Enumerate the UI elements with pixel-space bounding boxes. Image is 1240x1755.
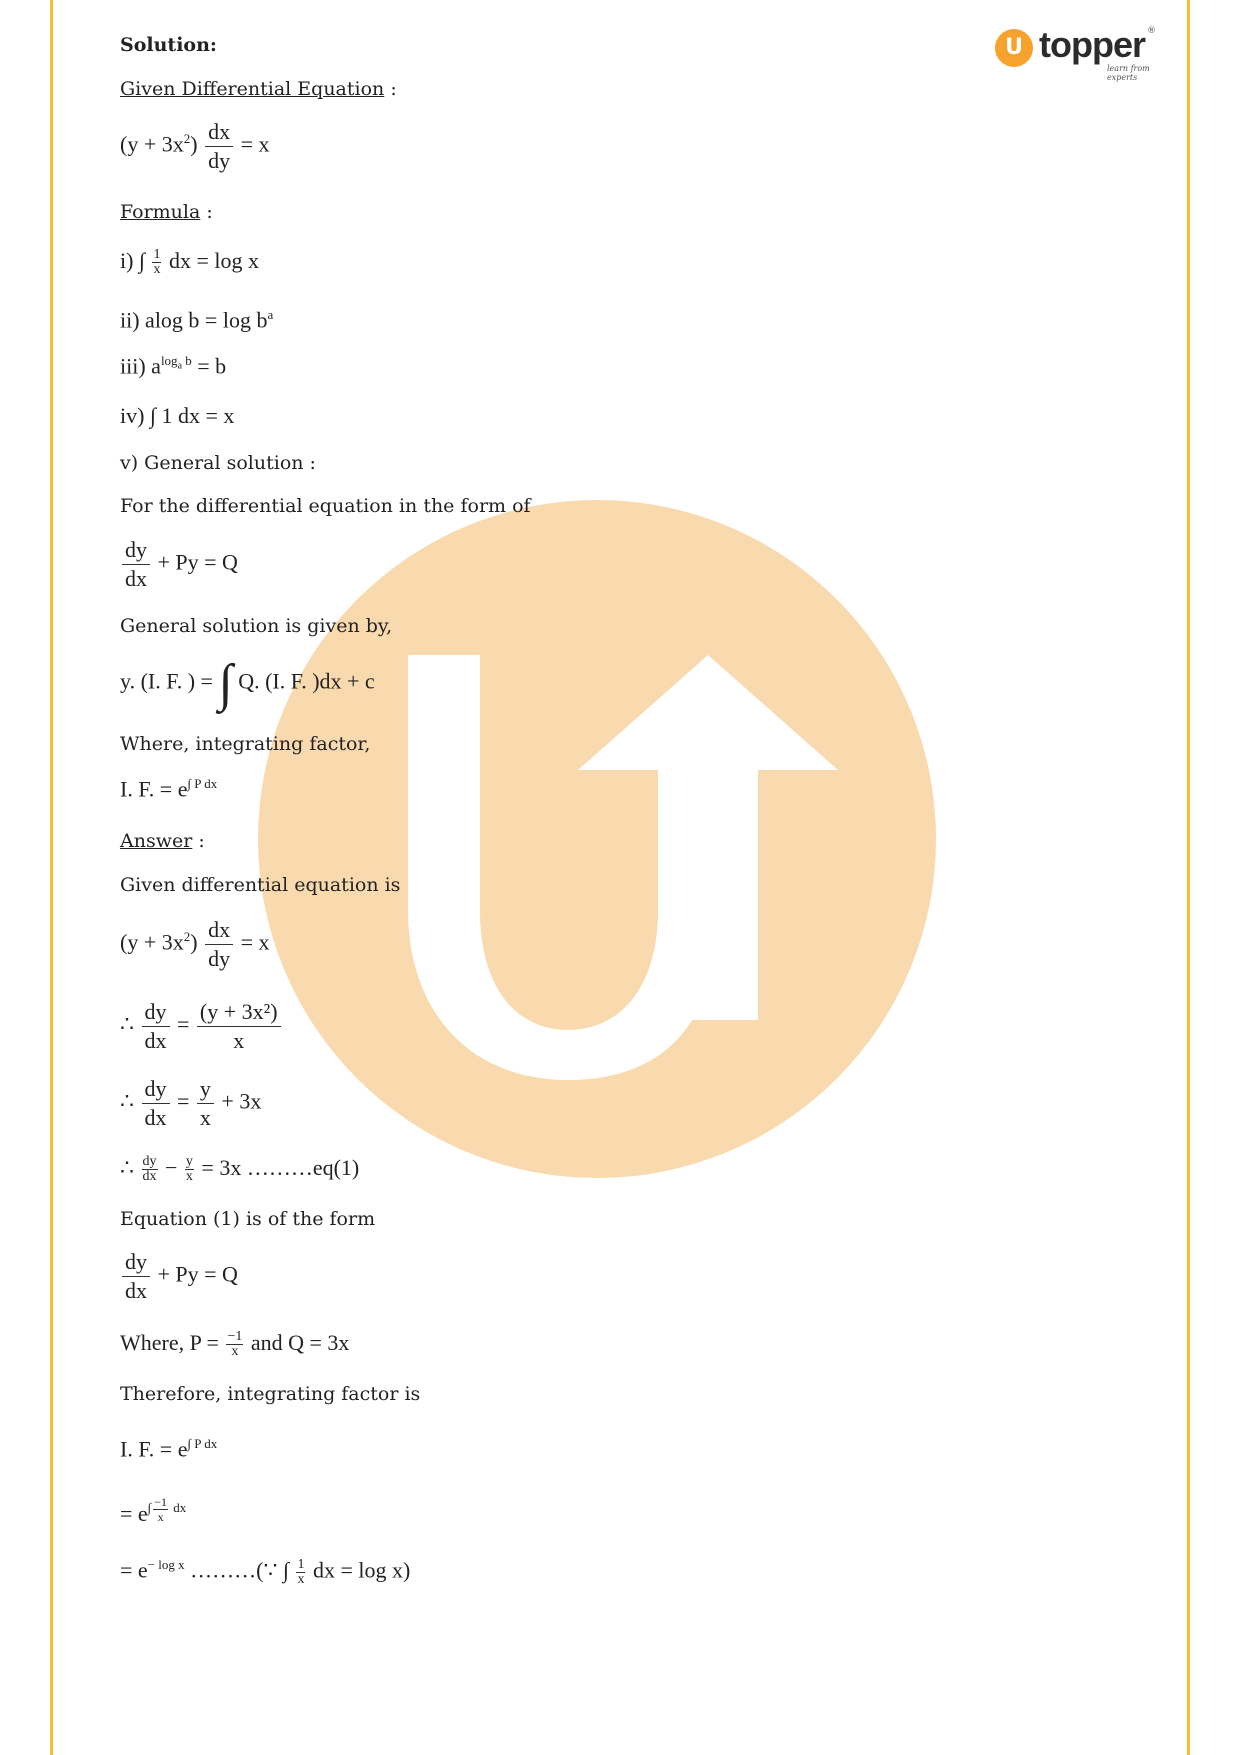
a3-therefore: ∴ [120,1088,134,1114]
formula-3 [120,353,226,379]
eq-close: ) [190,131,198,157]
general-solution [120,654,375,713]
f3-sup: log [160,353,178,368]
a1-fraction [205,916,233,973]
lf-fraction [122,536,150,593]
a3-num2: y [197,1075,214,1104]
left-border [50,0,53,1755]
a1-exp: 2 [183,929,191,945]
given-colon: : [390,78,397,100]
logo-wordmark: topper [1039,24,1145,65]
a1-lhs: (y + 3x [120,929,184,955]
gs-lhs: y. (I. F. ) = [120,668,213,694]
right-border [1187,0,1190,1755]
solution-heading: Solution: [120,34,217,56]
a2-fraction-1 [142,998,170,1055]
if-step-2 [120,1495,186,1527]
watermark-logo-icon [258,500,936,1178]
a3-num1: dy [142,1075,170,1104]
if-step-1 [120,1436,217,1462]
a4-den1: dx [142,1169,157,1185]
if4-rest: dx = log x) [312,1557,411,1583]
a4-num1: dy [142,1154,157,1170]
linear-form [120,536,238,593]
eq-rhs: = x [240,131,270,157]
gs-rhs: Q. (I. F. )dx + c [238,668,375,694]
linear-form-2 [120,1248,238,1305]
formula-1 [120,248,259,277]
a3-den1: dx [144,1105,167,1130]
if2-lhs: I. F. = e [120,1436,188,1462]
a1-close: ) [190,929,198,955]
if3-pre: = e [120,1500,148,1526]
pq-den: x [231,1344,239,1360]
a4-therefore: ∴ [120,1155,134,1180]
gs-integral: ∫ [218,655,233,712]
a4-fraction-2 [185,1155,194,1184]
if4-dots: ………(∵ ∫ [184,1557,289,1583]
answer-eq-2 [120,998,283,1055]
brand-logo [995,24,1165,82]
formula-2 [120,307,273,333]
formula-5: v) General solution : [120,452,316,474]
formula-colon: : [206,201,213,223]
answer-eq-1 [120,916,269,973]
f1-fraction [152,248,161,277]
therefore-if: Therefore, integrating factor is [120,1383,421,1405]
eq-exp: 2 [183,131,191,147]
logo-registered-mark: ® [1147,26,1156,36]
logo-badge-icon: U [995,29,1033,67]
a2-num2: (y + 3x²) [197,998,281,1027]
eq-num: dx [205,118,233,147]
if-step-3 [120,1557,410,1587]
general-given: General solution is given by, [120,615,393,637]
given-equation [120,118,269,175]
if-lhs: I. F. = e [120,776,188,802]
lf2-fraction [122,1248,150,1305]
f2-text: ii) alog b = log b [120,307,268,333]
eq-lhs: (y + 3x [120,131,184,157]
a1-num: dx [205,916,233,945]
a4-num2: y [185,1154,193,1170]
answer-eq-3 [120,1075,261,1132]
if-sup: ∫ P dx [187,776,218,791]
lf-rest: + Py = Q [157,549,238,575]
a4-rest: = 3x ………eq(1) [201,1155,360,1180]
a2-therefore: ∴ [120,1011,134,1037]
given-is: Given differential equation is [120,874,401,896]
answer-colon: : [198,830,205,852]
f3-rest: = b [191,353,227,379]
answer-heading: Answer [120,830,193,852]
f3-pre: iii) a [120,353,161,379]
pq-fraction [226,1330,243,1359]
eq1-form: Equation (1) is of the form [120,1208,376,1230]
if4-fraction [296,1558,305,1587]
a4-den2: x [185,1169,193,1185]
formula-heading-line [120,200,213,224]
if3-int: ∫ [147,1500,152,1516]
a1-rhs: = x [240,929,270,955]
a4-minus: − [165,1155,178,1180]
a3-rest: + 3x [221,1088,262,1114]
a1-den: dy [208,946,231,971]
lf-den: dx [125,566,147,591]
a2-den2: x [233,1028,245,1053]
if3-num: −1 [154,1495,168,1509]
f1-num: 1 [153,247,161,263]
a3-den2: x [199,1105,211,1130]
if4-sup: − log x [147,1557,185,1572]
lf2-num: dy [122,1248,150,1277]
if2-sup: ∫ P dx [187,1436,218,1451]
given-heading: Given Differential Equation [120,78,385,100]
if3-dx: dx [170,1500,187,1516]
a2-den1: dx [144,1028,167,1053]
eq-den: dy [208,148,231,173]
f3-sup2: b [182,353,192,368]
a2-num1: dy [142,998,170,1027]
f1-rest: dx = log x [168,248,259,273]
answer-eq-4 [120,1155,359,1184]
where-if: Where, integrating factor, [120,733,371,755]
given-heading-line [120,77,397,101]
lf-num: dy [122,536,150,565]
if-definition [120,776,217,802]
if3-den: x [157,1510,164,1524]
a4-fraction-1 [142,1155,158,1184]
eq-fraction [205,118,233,175]
if4-pre: = e [120,1557,148,1583]
f1-label: i) ∫ [120,248,145,273]
a3-fraction-2 [197,1075,214,1132]
pq-num: −1 [227,1329,243,1345]
pq-pre: Where, P = [120,1330,219,1355]
f2-sup: a [267,307,274,322]
formula-heading: Formula [120,201,201,223]
logo-tagline: learn from experts [1107,64,1150,82]
a2-fraction-2 [197,998,281,1055]
if3-fraction [153,1495,168,1524]
a3-fraction-1 [142,1075,170,1132]
f1-den: x [153,262,161,278]
lf2-den: dx [125,1278,147,1303]
pq-rest: and Q = 3x [250,1330,350,1355]
a2-eq: = [177,1011,190,1037]
answer-heading-line [120,829,205,853]
if4-den: x [297,1571,305,1587]
form-line: For the differential equation in the form of [120,495,531,517]
p-and-q [120,1330,349,1359]
if4-num: 1 [297,1556,305,1572]
lf2-rest: + Py = Q [157,1261,238,1287]
formula-4: iv) ∫ 1 dx = x [120,403,235,428]
a3-eq: = [177,1088,190,1114]
f3-sub: a [177,360,183,372]
